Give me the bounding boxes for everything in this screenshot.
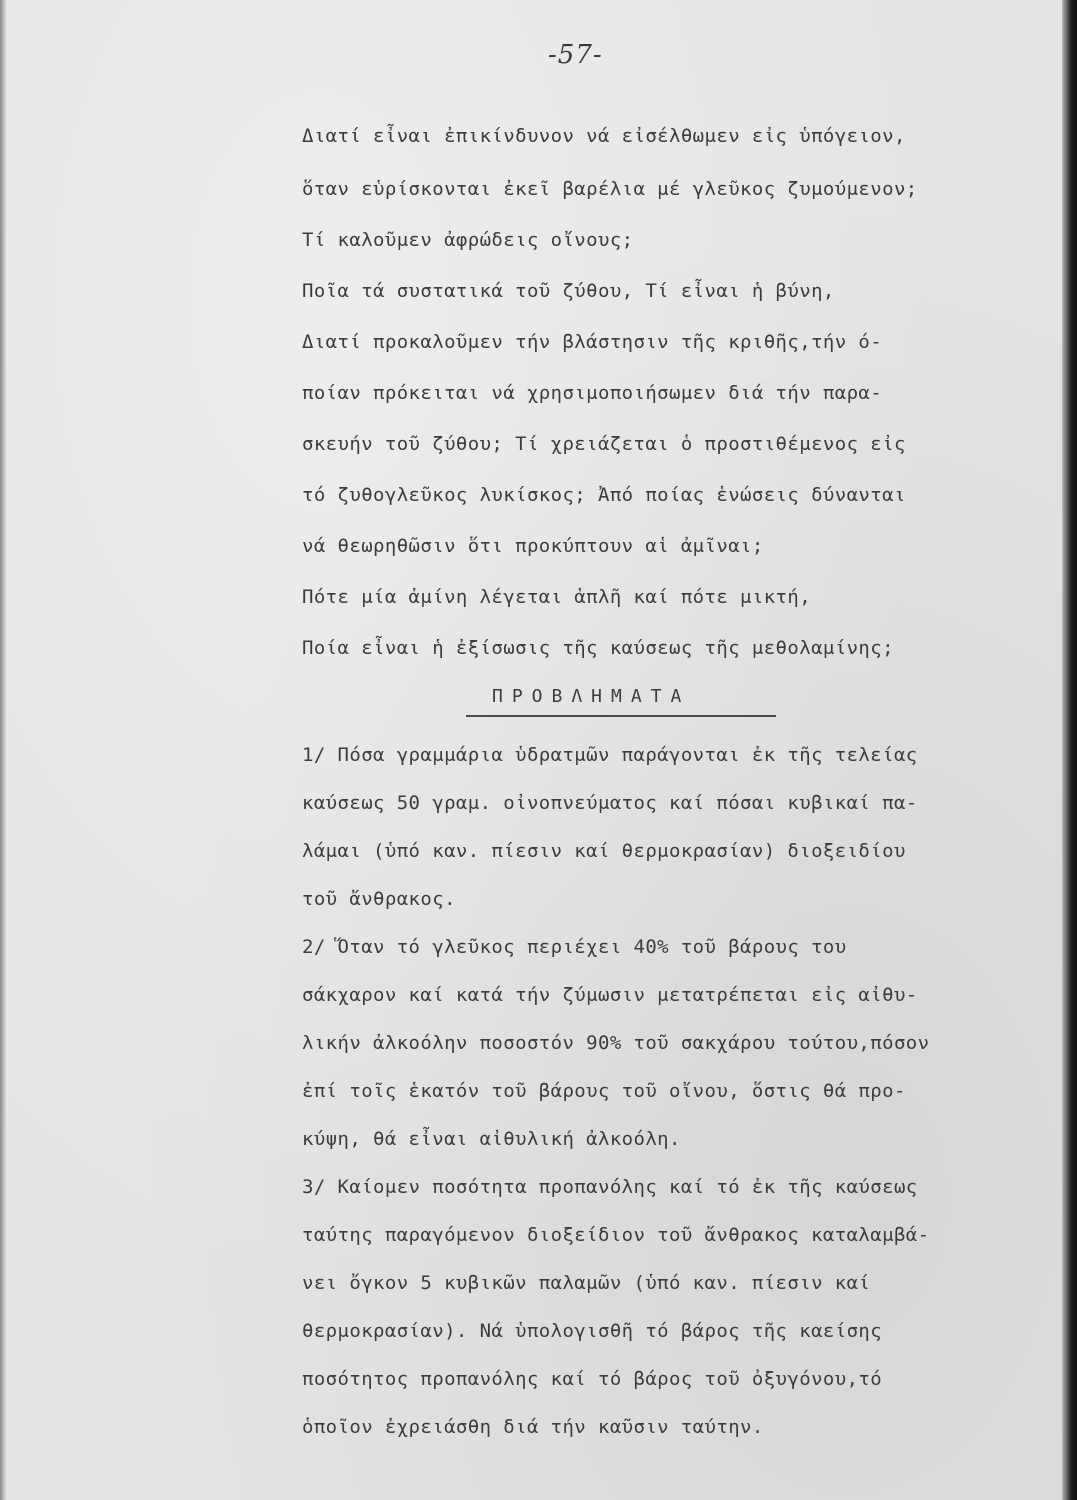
question-line: σκευήν τοῦ ζύθου; Τί χρειάζεται ὁ προστιθέμενος εἰς	[302, 433, 906, 455]
question-line: Πότε μία ἀμίνη λέγεται ἁπλῆ καί πότε μικτή,	[302, 586, 812, 608]
question-line: Διατί εἶναι ἐπικίνδυνον νά εἰσέλθωμεν εἰς ὑπόγειον,	[302, 125, 906, 147]
question-line: Τί καλοῦμεν ἀφρώδεις οἴνους;	[302, 229, 634, 251]
problem-line: κύψη, θά εἶναι αἰθυλική ἀλκοόλη.	[302, 1128, 681, 1150]
problem-line: καύσεως 50 γραμ. οἰνοπνεύματος καί πόσαι κυβικαί πα-	[302, 792, 918, 814]
question-line: ὅταν εὑρίσκονται ἐκεῖ βαρέλια μέ γλεῦκος ζυμούμενον;	[302, 178, 918, 200]
question-line: ποίαν πρόκειται νά χρησιμοποιήσωμεν διά τήν παρα-	[302, 382, 883, 404]
problem-line: σάκχαρον καί κατά τήν ζύμωσιν μετατρέπεται εἰς αἰθυ-	[302, 984, 918, 1006]
problem-line: λικήν ἀλκοόλην ποσοστόν 90% τοῦ σακχάρου τούτου,πόσον	[302, 1032, 930, 1054]
question-line: Διατί προκαλοῦμεν τήν βλάστησιν τῆς κριθῆς,τήν ό-	[302, 331, 883, 353]
problem-line: θερμοκρασίαν). Νά ὑπολογισθῆ τό βάρος τῆς καείσης	[302, 1320, 883, 1342]
question-line: τό ζυθογλεῦκος λυκίσκος; Ἀπό ποίας ἑνώσεις δύνανται	[302, 484, 906, 506]
question-line: Ποῖα τά συστατικά τοῦ ζύθου, Τί εἶναι ἡ βύνη,	[302, 280, 835, 302]
page-binding-shadow	[1062, 0, 1077, 1500]
page-left-edge	[0, 0, 6, 1500]
problem-line: 2/ Ὅταν τό γλεῦκος περιέχει 40% τοῦ βάρους του	[302, 936, 847, 958]
question-line: νά θεωρηθῶσιν ὅτι προκύπτουν αἱ ἀμῖναι;	[302, 535, 764, 557]
problem-line: ἐπί τοῖς ἑκατόν τοῦ βάρους τοῦ οἴνου, ὅστις θά προ-	[302, 1080, 906, 1102]
problem-line: 1/ Πόσα γραμμάρια ὑδρατμῶν παράγονται ἐκ τῆς τελείας	[302, 744, 918, 766]
problems-heading: ΠΡΟΒΛΗΜΑΤΑ	[492, 686, 691, 707]
problem-line: τοῦ ἄνθρακος.	[302, 888, 456, 910]
problem-line: νει ὄγκον 5 κυβικῶν παλαμῶν (ὑπό καν. πίεσιν καί	[302, 1272, 871, 1294]
page-number: -57-	[548, 40, 603, 70]
problem-line: ποσότητος προπανόλης καί τό βάρος τοῦ ὀξυγόνου,τό	[302, 1368, 883, 1390]
problem-line: λάμαι (ὑπό καν. πίεσιν καί θερμοκρασίαν) διοξειδίου	[302, 840, 906, 862]
problem-line: ὁποῖον ἐχρειάσθη διά τήν καῦσιν ταύτην.	[302, 1416, 764, 1438]
question-line: Ποία εἶναι ἡ ἐξίσωσις τῆς καύσεως τῆς μεθολαμίνης;	[302, 637, 894, 659]
problem-line: ταύτης παραγόμενον διοξείδιον τοῦ ἄνθρακος καταλαμβά-	[302, 1224, 930, 1246]
problem-line: 3/ Καίομεν ποσότητα προπανόλης καί τό ἐκ τῆς καύσεως	[302, 1176, 918, 1198]
heading-underline	[466, 715, 776, 717]
